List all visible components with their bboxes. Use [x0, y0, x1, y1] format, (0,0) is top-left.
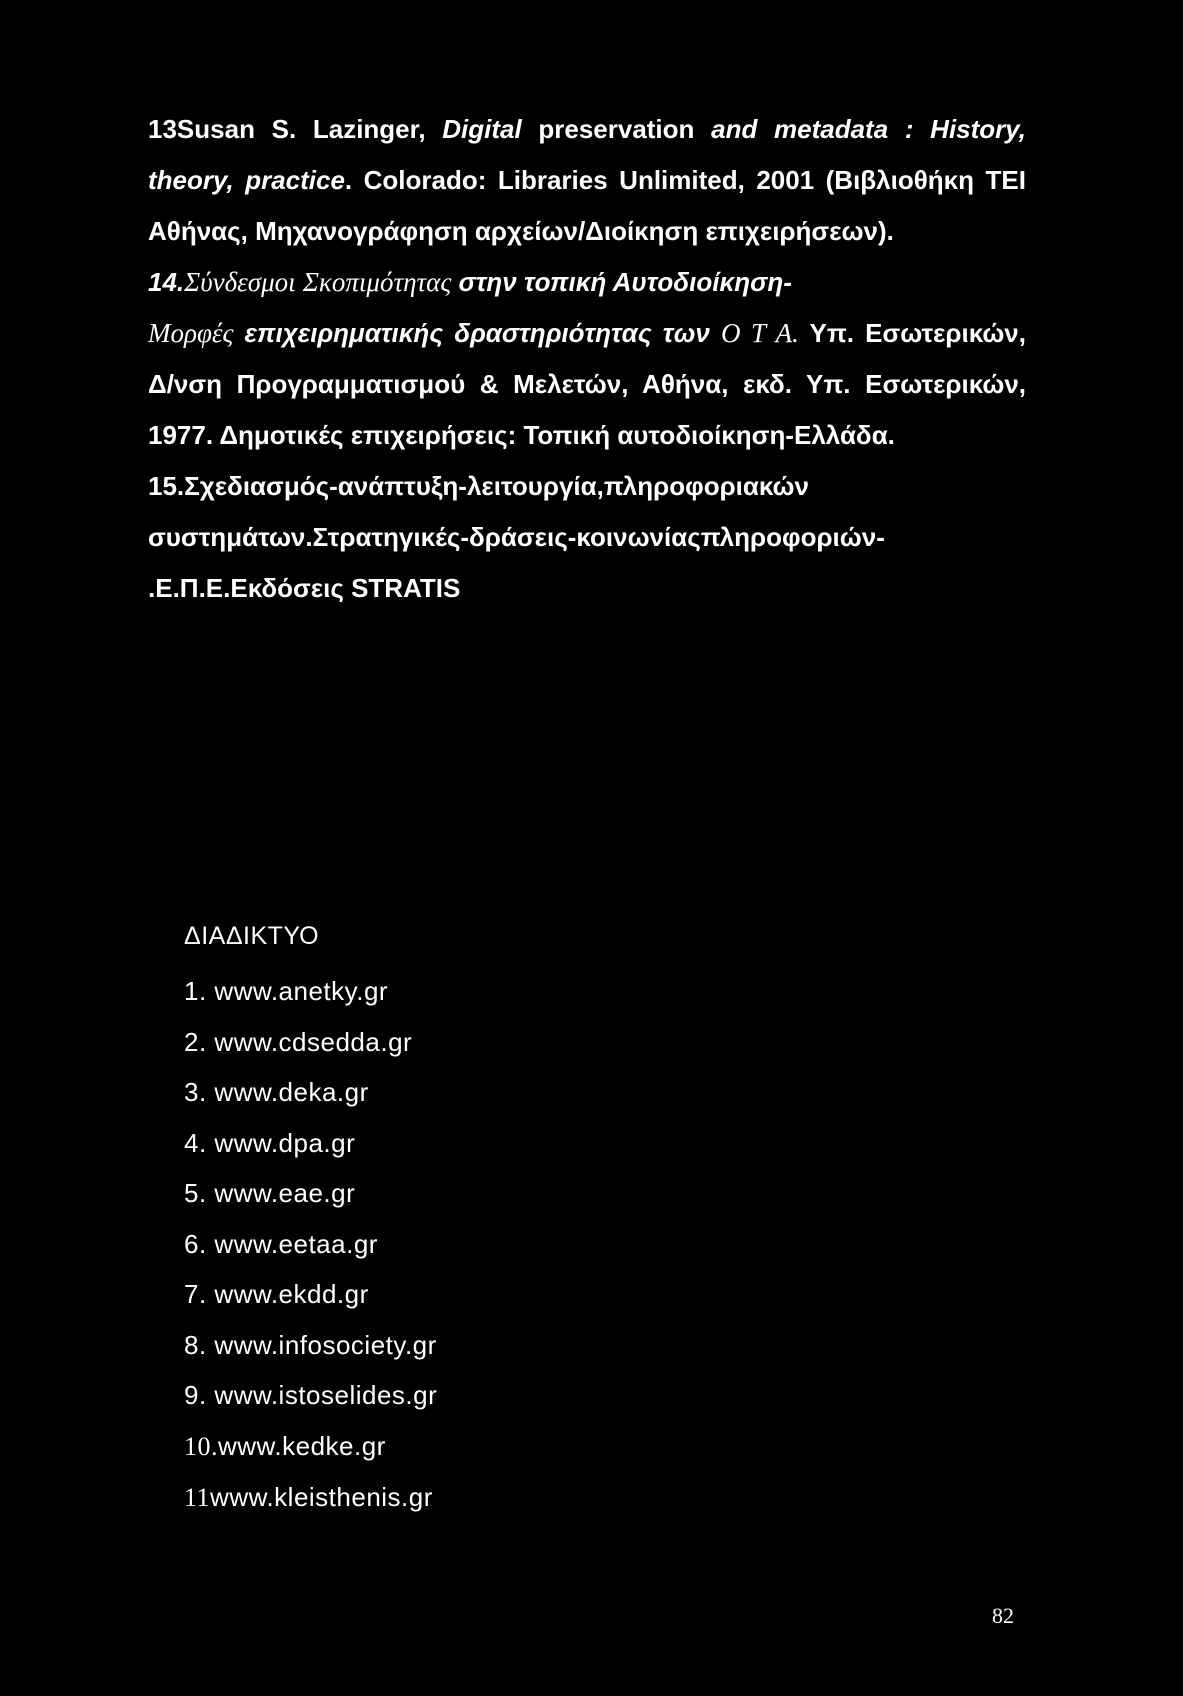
reference-14-space — [296, 267, 303, 297]
link-item — [184, 966, 437, 1017]
link-item — [184, 1320, 437, 1371]
reference-14-number: 14. — [148, 267, 185, 297]
page-number: 82 — [992, 1603, 1014, 1628]
link-url[interactable]: www.kleisthenis.gr — [210, 1482, 433, 1512]
link-number: 10. — [184, 1431, 218, 1461]
link-url[interactable]: www.istoselides.gr — [214, 1380, 438, 1410]
link-item — [184, 1017, 437, 1068]
reference-14-title-part-1: στην τοπική Αυτοδιοίκηση- — [451, 267, 792, 297]
reference-13-title-part-3: and metadata : History, theory, practice — [148, 114, 1027, 195]
reference-15-line-1: 15.Σχεδιασμός-ανάπτυξη-λειτουργία,πληροφοριακών — [148, 471, 809, 501]
link-item — [184, 1168, 437, 1219]
link-number: 7. — [184, 1279, 215, 1309]
reference-14-title-word-2: Σκοπιμότητας — [302, 267, 452, 297]
link-item — [184, 1472, 437, 1524]
link-item — [184, 1219, 437, 1270]
link-number: 3. — [184, 1077, 215, 1107]
link-url[interactable]: www.eetaa.gr — [214, 1228, 378, 1259]
link-number: 4. — [184, 1127, 215, 1158]
reference-14-publisher: Υπ. Εσωτερικών, Δ/νση Προγραμματισμού & Μελετών, Αθήνα, εκδ. Υπ. Εσωτερικών, 1977. Δημοτικές επιχειρήσεις: Τοπική αυτοδιοίκηση-Ελλάδα. — [148, 318, 1026, 450]
link-number: 2. — [184, 1026, 215, 1057]
reference-15-line-2: συστημάτων.Στρατηγικές-δράσεις-κοινωνίαςπληροφοριών- — [148, 522, 885, 552]
reference-14-title-word-1: Σύνδεσμοι — [184, 267, 296, 297]
internet-links-list — [184, 966, 437, 1524]
link-item — [184, 1370, 437, 1421]
link-url[interactable]: www.dpa.gr — [214, 1127, 356, 1158]
reference-15 — [148, 461, 1026, 614]
link-item — [184, 1067, 437, 1118]
link-item — [184, 1269, 437, 1320]
link-url[interactable]: www.eae.gr — [214, 1178, 356, 1208]
reference-13-author: 13Susan S. Lazinger, — [148, 114, 443, 144]
link-url[interactable]: www.kedke.gr — [218, 1430, 386, 1461]
reference-14-title-abbr: Ο Τ Α. — [720, 318, 799, 348]
link-url[interactable]: www.ekdd.gr — [214, 1279, 369, 1309]
link-url[interactable]: www.cdsedda.gr — [214, 1026, 413, 1057]
link-url[interactable]: www.infosociety.gr — [214, 1329, 437, 1360]
reference-15-line-3: .Ε.Π.Ε.Εκδόσεις STRATIS — [148, 573, 461, 603]
references-section — [148, 104, 1026, 614]
link-number: 11 — [184, 1483, 211, 1512]
reference-13-publisher: . Colorado: Libraries Unlimited, 2001 (Βιβλιοθήκη ΤΕΙ Αθήνας, Μηχανογράφηση αρχείων/Διοίκηση επιχειρήσεων). — [148, 165, 1026, 246]
reference-13-title-part-1: Digital — [442, 114, 522, 144]
reference-14 — [148, 257, 1026, 461]
reference-13 — [148, 104, 1026, 257]
link-number: 1. — [184, 976, 215, 1006]
reference-14-title-part-2: επιχειρηματικής δραστηριότητας των — [233, 318, 721, 348]
reference-14-title-word-3: Μορφές — [148, 318, 234, 348]
link-number: 8. — [184, 1329, 215, 1360]
link-number: 6. — [184, 1228, 215, 1259]
link-url[interactable]: www.deka.gr — [214, 1077, 369, 1107]
link-item — [184, 1118, 437, 1169]
link-number: 9. — [184, 1380, 215, 1410]
internet-section-title: ΔΙΑΔΙΚΤΥΟ — [184, 922, 320, 950]
reference-13-title-part-2: preservation — [521, 114, 712, 144]
link-item — [184, 1421, 437, 1473]
link-number: 5. — [184, 1178, 215, 1208]
link-url[interactable]: www.anetky.gr — [214, 976, 389, 1006]
